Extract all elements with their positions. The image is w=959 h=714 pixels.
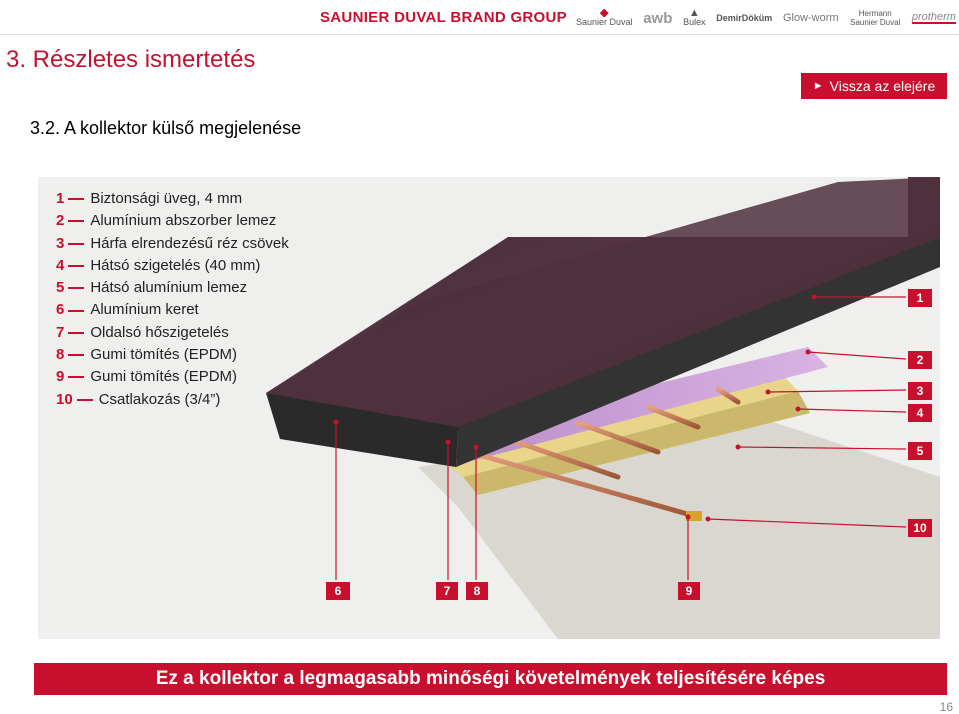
callout-tag-4: 4	[908, 404, 932, 422]
legend-item: 9 Gumi tömítés (EPDM)	[56, 368, 238, 386]
back-button-label: Vissza az elejére	[829, 78, 936, 94]
page-number: 16	[939, 700, 953, 714]
callout-tag-6: 6	[326, 582, 350, 600]
legend-item: 2 Alumínium abszorber lemez	[56, 212, 277, 230]
section-title: 3. Részletes ismertetés	[6, 46, 256, 73]
callout-tag-9: 9	[678, 582, 700, 600]
legend-item: 7 Oldalsó hőszigetelés	[56, 323, 229, 341]
component-legend	[56, 188, 289, 411]
callout-tag-8: 8	[466, 582, 488, 600]
bulex-logo: ▲ Bulex	[683, 7, 706, 27]
legend-item: 1 Biztonsági üveg, 4 mm	[56, 190, 243, 207]
hermann-logo: Hermann Saunier Duval	[850, 9, 901, 27]
back-to-start-button[interactable]	[801, 73, 947, 99]
brand-group-title: SAUNIER DUVAL BRAND GROUP	[320, 9, 567, 26]
brand-header	[0, 0, 959, 34]
glow-worm-logo: Glow-worm	[782, 11, 839, 24]
callout-tag-3: 3	[908, 382, 932, 400]
callout-tag-10: 10	[908, 519, 932, 537]
saunier-duval-logo: ◆ Saunier Duval	[576, 7, 633, 27]
callout-tag-5: 5	[908, 442, 932, 460]
legend-item: 6 Alumínium keret	[56, 301, 199, 319]
protherm-logo: protherm	[911, 10, 956, 23]
callout-tag-2: 2	[908, 351, 932, 369]
legend-item: 5 Hátsó alumínium lemez	[56, 279, 248, 297]
sub-title: 3.2. A kollektor külső megjelenése	[30, 118, 302, 138]
awb-logo: awb	[643, 9, 673, 27]
brand-logos	[576, 4, 956, 32]
legend-item: 10 Csatlakozás (3/4”)	[56, 390, 221, 408]
legend-item: 4 Hátsó szigetelés (40 mm)	[56, 256, 261, 274]
quality-banner: Ez a kollektor a legmagasabb minőségi követelmények teljesítésére képes	[34, 663, 947, 695]
header-divider	[0, 34, 959, 35]
callout-tag-1: 1	[908, 289, 932, 307]
legend-item: 3 Hárfa elrendezésű réz csövek	[56, 234, 289, 252]
play-arrow-icon: ►	[812, 80, 824, 92]
callout-tag-7: 7	[436, 582, 458, 600]
demirdokum-logo: DemirDöküm	[716, 12, 773, 23]
legend-item: 8 Gumi tömítés (EPDM)	[56, 346, 238, 364]
